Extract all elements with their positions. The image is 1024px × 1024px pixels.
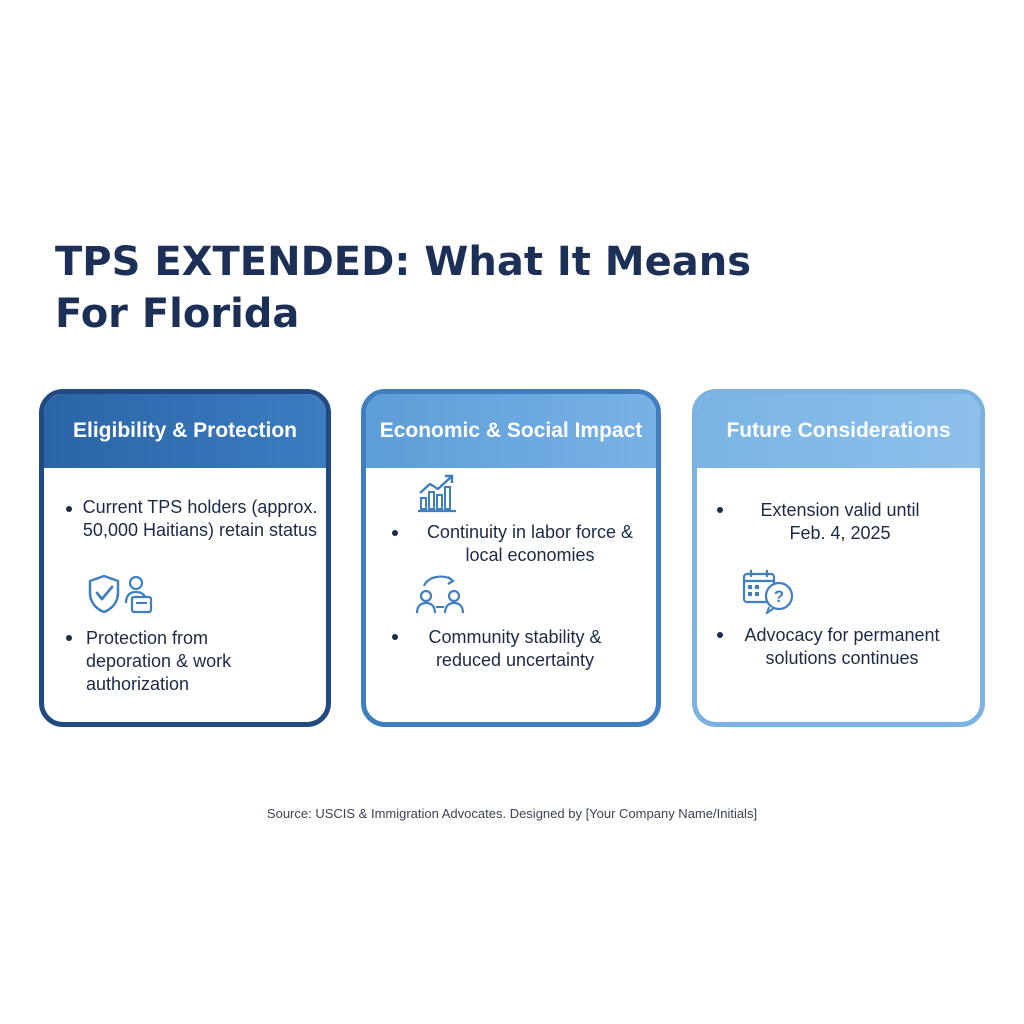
page-title: TPS EXTENDED: What It Means For Florida — [55, 239, 752, 337]
card-heading: Eligibility & Protection — [44, 394, 326, 468]
card-item: Extension valid until Feb. 4, 2025 — [760, 500, 920, 543]
card-item: Protection from deporation & work authorization — [86, 628, 232, 694]
calendar-question-icon — [741, 568, 797, 614]
bullet — [717, 507, 723, 513]
bullet — [66, 506, 72, 512]
bullet — [717, 632, 723, 638]
source-footnote: Source: USCIS & Immigration Advocates. Designed by [Your Company Name/Initials] — [266, 806, 758, 821]
card-item: Community stability & reduced uncertainty — [428, 627, 602, 670]
card-item: Continuity in labor force & local economies — [426, 522, 634, 565]
card-item: Advocacy for permanent solutions continues — [744, 625, 940, 668]
shield-check-icon — [86, 573, 156, 615]
bar-chart-growth-icon — [416, 472, 458, 514]
people-exchange-icon — [414, 574, 466, 616]
svg-text:?: ? — [773, 587, 785, 606]
card-heading: Future Considerations — [697, 394, 980, 468]
card-item: Current TPS holders (approx. 50,000 Haitians) retain status — [82, 497, 318, 540]
card-future-considerations — [692, 389, 985, 727]
card-heading: Economic & Social Impact — [366, 394, 656, 468]
bullet — [392, 634, 398, 640]
bullet — [66, 635, 72, 641]
bullet — [392, 530, 398, 536]
